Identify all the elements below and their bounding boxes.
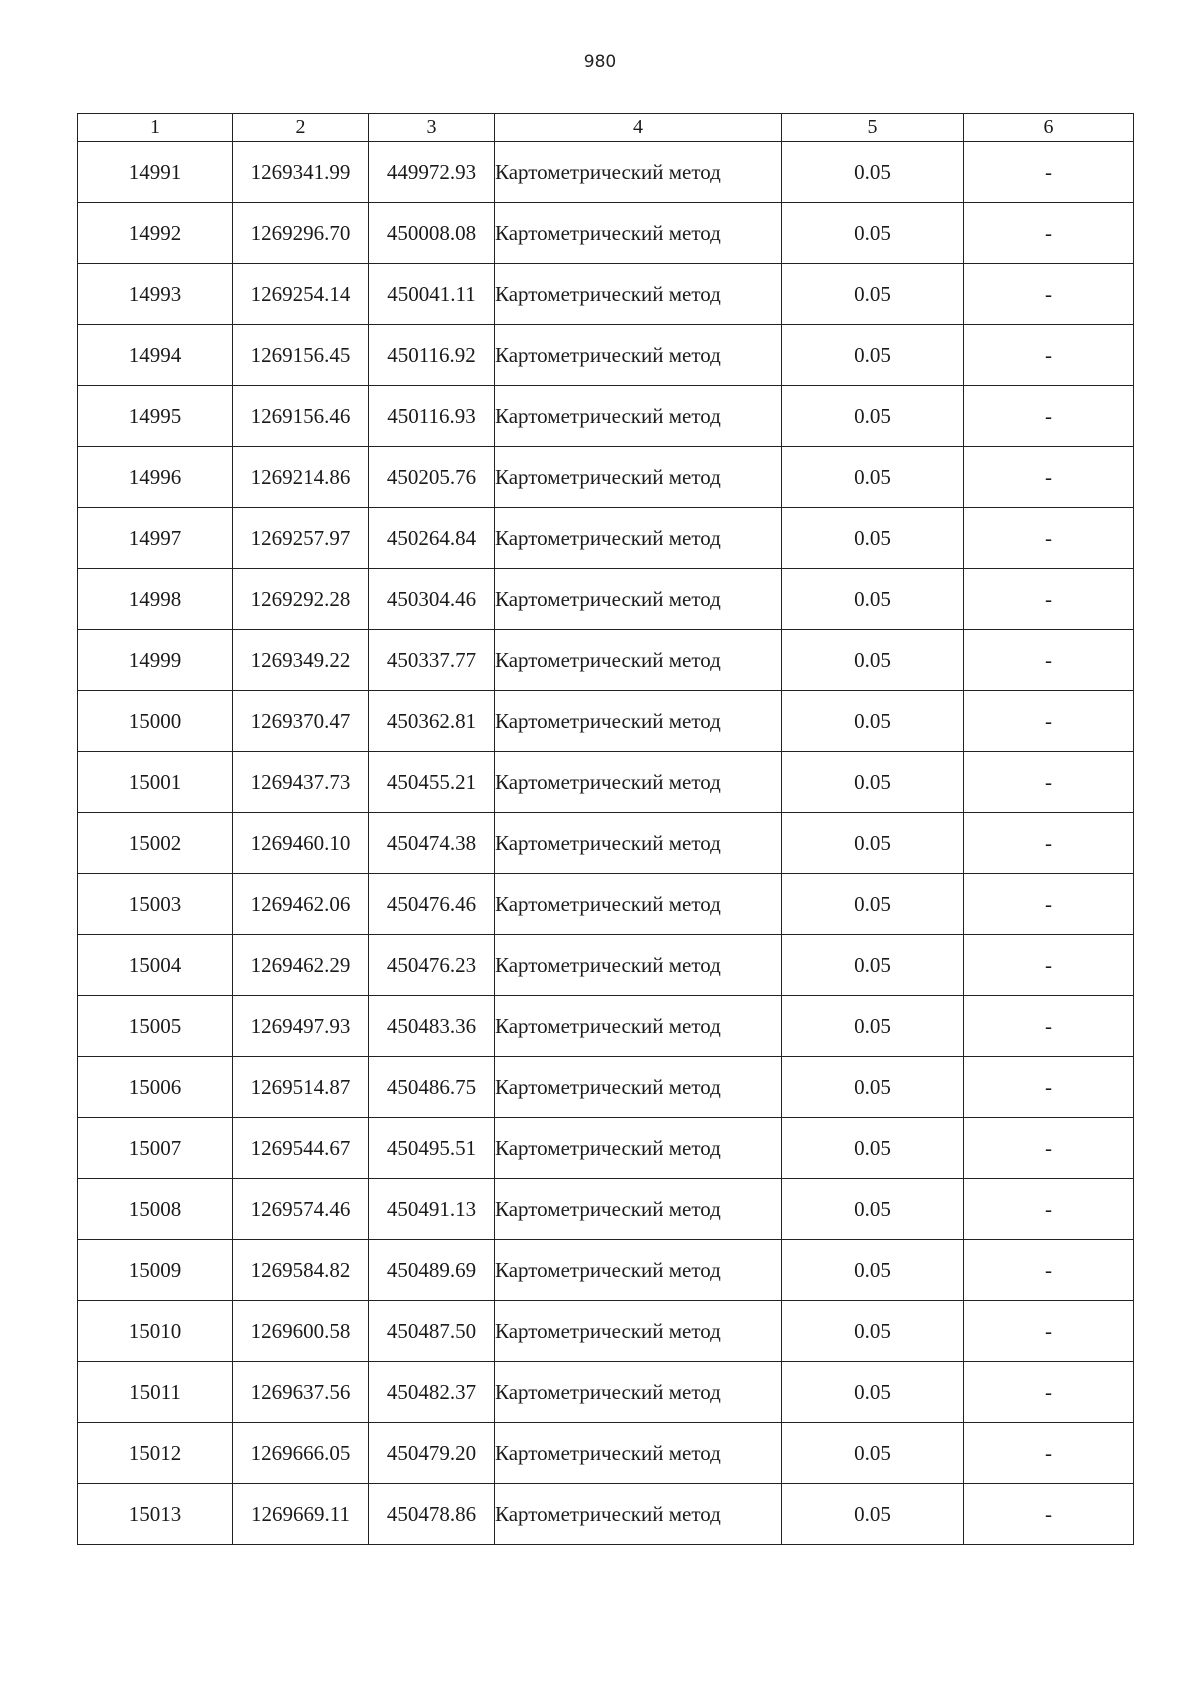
y-coordinate-cell: 450304.46 [369, 569, 495, 630]
method-cell: Картометрический метод [495, 935, 782, 996]
y-coordinate-cell: 450487.50 [369, 1301, 495, 1362]
table-row [78, 1484, 1134, 1545]
accuracy-cell: 0.05 [782, 874, 964, 935]
note-cell: - [964, 935, 1134, 996]
point-number-cell: 14994 [78, 325, 233, 386]
table-row [78, 996, 1134, 1057]
y-coordinate-cell: 450476.23 [369, 935, 495, 996]
y-coordinate-cell: 450474.38 [369, 813, 495, 874]
x-coordinate-cell: 1269349.22 [233, 630, 369, 691]
method-cell: Картометрический метод [495, 142, 782, 203]
x-coordinate-cell: 1269292.28 [233, 569, 369, 630]
y-coordinate-cell: 450479.20 [369, 1423, 495, 1484]
accuracy-cell: 0.05 [782, 569, 964, 630]
accuracy-cell: 0.05 [782, 1118, 964, 1179]
method-cell: Картометрический метод [495, 325, 782, 386]
point-number-cell: 14997 [78, 508, 233, 569]
column-header: 6 [964, 114, 1134, 142]
point-number-cell: 15009 [78, 1240, 233, 1301]
table-body [78, 142, 1134, 1545]
x-coordinate-cell: 1269254.14 [233, 264, 369, 325]
point-number-cell: 15002 [78, 813, 233, 874]
note-cell: - [964, 264, 1134, 325]
y-coordinate-cell: 450041.11 [369, 264, 495, 325]
method-cell: Картометрический метод [495, 1179, 782, 1240]
x-coordinate-cell: 1269156.45 [233, 325, 369, 386]
table-row [78, 264, 1134, 325]
table-row [78, 386, 1134, 447]
point-number-cell: 15003 [78, 874, 233, 935]
note-cell: - [964, 1240, 1134, 1301]
accuracy-cell: 0.05 [782, 813, 964, 874]
accuracy-cell: 0.05 [782, 508, 964, 569]
table-row [78, 752, 1134, 813]
y-coordinate-cell: 450264.84 [369, 508, 495, 569]
coordinates-table [77, 113, 1134, 1545]
y-coordinate-cell: 450008.08 [369, 203, 495, 264]
point-number-cell: 14998 [78, 569, 233, 630]
method-cell: Картометрический метод [495, 386, 782, 447]
accuracy-cell: 0.05 [782, 1484, 964, 1545]
y-coordinate-cell: 450478.86 [369, 1484, 495, 1545]
method-cell: Картометрический метод [495, 264, 782, 325]
page-number: 980 [583, 52, 617, 72]
table-row [78, 813, 1134, 874]
table-row [78, 935, 1134, 996]
method-cell: Картометрический метод [495, 1362, 782, 1423]
method-cell: Картометрический метод [495, 691, 782, 752]
method-cell: Картометрический метод [495, 447, 782, 508]
point-number-cell: 15008 [78, 1179, 233, 1240]
table-row [78, 1057, 1134, 1118]
table-row [78, 508, 1134, 569]
accuracy-cell: 0.05 [782, 386, 964, 447]
point-number-cell: 14991 [78, 142, 233, 203]
point-number-cell: 15000 [78, 691, 233, 752]
x-coordinate-cell: 1269370.47 [233, 691, 369, 752]
accuracy-cell: 0.05 [782, 1240, 964, 1301]
note-cell: - [964, 203, 1134, 264]
accuracy-cell: 0.05 [782, 325, 964, 386]
accuracy-cell: 0.05 [782, 447, 964, 508]
column-header: 1 [78, 114, 233, 142]
table-row [78, 325, 1134, 386]
x-coordinate-cell: 1269462.06 [233, 874, 369, 935]
accuracy-cell: 0.05 [782, 264, 964, 325]
point-number-cell: 15012 [78, 1423, 233, 1484]
accuracy-cell: 0.05 [782, 691, 964, 752]
y-coordinate-cell: 450116.93 [369, 386, 495, 447]
note-cell: - [964, 1423, 1134, 1484]
x-coordinate-cell: 1269341.99 [233, 142, 369, 203]
y-coordinate-cell: 450483.36 [369, 996, 495, 1057]
table-row [78, 569, 1134, 630]
point-number-cell: 15001 [78, 752, 233, 813]
y-coordinate-cell: 450495.51 [369, 1118, 495, 1179]
method-cell: Картометрический метод [495, 996, 782, 1057]
y-coordinate-cell: 449972.93 [369, 142, 495, 203]
table-row [78, 874, 1134, 935]
x-coordinate-cell: 1269462.29 [233, 935, 369, 996]
point-number-cell: 15005 [78, 996, 233, 1057]
accuracy-cell: 0.05 [782, 935, 964, 996]
y-coordinate-cell: 450337.77 [369, 630, 495, 691]
x-coordinate-cell: 1269257.97 [233, 508, 369, 569]
x-coordinate-cell: 1269544.67 [233, 1118, 369, 1179]
x-coordinate-cell: 1269514.87 [233, 1057, 369, 1118]
note-cell: - [964, 1057, 1134, 1118]
method-cell: Картометрический метод [495, 1057, 782, 1118]
method-cell: Картометрический метод [495, 1240, 782, 1301]
table-header-row [78, 114, 1134, 142]
x-coordinate-cell: 1269637.56 [233, 1362, 369, 1423]
note-cell: - [964, 1179, 1134, 1240]
note-cell: - [964, 142, 1134, 203]
note-cell: - [964, 325, 1134, 386]
note-cell: - [964, 1362, 1134, 1423]
table-row [78, 630, 1134, 691]
method-cell: Картометрический метод [495, 1301, 782, 1362]
x-coordinate-cell: 1269497.93 [233, 996, 369, 1057]
column-header: 4 [495, 114, 782, 142]
note-cell: - [964, 691, 1134, 752]
accuracy-cell: 0.05 [782, 142, 964, 203]
point-number-cell: 14992 [78, 203, 233, 264]
y-coordinate-cell: 450476.46 [369, 874, 495, 935]
accuracy-cell: 0.05 [782, 1423, 964, 1484]
accuracy-cell: 0.05 [782, 1362, 964, 1423]
table-row [78, 1362, 1134, 1423]
y-coordinate-cell: 450486.75 [369, 1057, 495, 1118]
x-coordinate-cell: 1269296.70 [233, 203, 369, 264]
accuracy-cell: 0.05 [782, 1057, 964, 1118]
x-coordinate-cell: 1269600.58 [233, 1301, 369, 1362]
accuracy-cell: 0.05 [782, 752, 964, 813]
note-cell: - [964, 996, 1134, 1057]
table-row [78, 1240, 1134, 1301]
point-number-cell: 15006 [78, 1057, 233, 1118]
note-cell: - [964, 447, 1134, 508]
x-coordinate-cell: 1269669.11 [233, 1484, 369, 1545]
y-coordinate-cell: 450362.81 [369, 691, 495, 752]
note-cell: - [964, 1301, 1134, 1362]
table-row [78, 1118, 1134, 1179]
x-coordinate-cell: 1269584.82 [233, 1240, 369, 1301]
accuracy-cell: 0.05 [782, 630, 964, 691]
point-number-cell: 15011 [78, 1362, 233, 1423]
x-coordinate-cell: 1269437.73 [233, 752, 369, 813]
column-header: 3 [369, 114, 495, 142]
table-row [78, 1179, 1134, 1240]
x-coordinate-cell: 1269460.10 [233, 813, 369, 874]
y-coordinate-cell: 450116.92 [369, 325, 495, 386]
method-cell: Картометрический метод [495, 203, 782, 264]
y-coordinate-cell: 450491.13 [369, 1179, 495, 1240]
method-cell: Картометрический метод [495, 1484, 782, 1545]
column-header: 5 [782, 114, 964, 142]
x-coordinate-cell: 1269574.46 [233, 1179, 369, 1240]
method-cell: Картометрический метод [495, 1423, 782, 1484]
x-coordinate-cell: 1269214.86 [233, 447, 369, 508]
table-row [78, 691, 1134, 752]
point-number-cell: 14993 [78, 264, 233, 325]
method-cell: Картометрический метод [495, 813, 782, 874]
point-number-cell: 14999 [78, 630, 233, 691]
y-coordinate-cell: 450205.76 [369, 447, 495, 508]
point-number-cell: 15010 [78, 1301, 233, 1362]
accuracy-cell: 0.05 [782, 203, 964, 264]
accuracy-cell: 0.05 [782, 1179, 964, 1240]
column-header: 2 [233, 114, 369, 142]
y-coordinate-cell: 450482.37 [369, 1362, 495, 1423]
point-number-cell: 15013 [78, 1484, 233, 1545]
method-cell: Картометрический метод [495, 874, 782, 935]
note-cell: - [964, 874, 1134, 935]
table-row [78, 1301, 1134, 1362]
method-cell: Картометрический метод [495, 1118, 782, 1179]
note-cell: - [964, 752, 1134, 813]
note-cell: - [964, 569, 1134, 630]
point-number-cell: 14995 [78, 386, 233, 447]
table-row [78, 447, 1134, 508]
table-row [78, 203, 1134, 264]
point-number-cell: 14996 [78, 447, 233, 508]
accuracy-cell: 0.05 [782, 996, 964, 1057]
y-coordinate-cell: 450455.21 [369, 752, 495, 813]
method-cell: Картометрический метод [495, 752, 782, 813]
method-cell: Картометрический метод [495, 630, 782, 691]
note-cell: - [964, 1118, 1134, 1179]
table-row [78, 1423, 1134, 1484]
y-coordinate-cell: 450489.69 [369, 1240, 495, 1301]
x-coordinate-cell: 1269666.05 [233, 1423, 369, 1484]
note-cell: - [964, 386, 1134, 447]
point-number-cell: 15007 [78, 1118, 233, 1179]
table-row [78, 142, 1134, 203]
method-cell: Картометрический метод [495, 569, 782, 630]
accuracy-cell: 0.05 [782, 1301, 964, 1362]
point-number-cell: 15004 [78, 935, 233, 996]
x-coordinate-cell: 1269156.46 [233, 386, 369, 447]
note-cell: - [964, 508, 1134, 569]
method-cell: Картометрический метод [495, 508, 782, 569]
note-cell: - [964, 813, 1134, 874]
note-cell: - [964, 1484, 1134, 1545]
note-cell: - [964, 630, 1134, 691]
